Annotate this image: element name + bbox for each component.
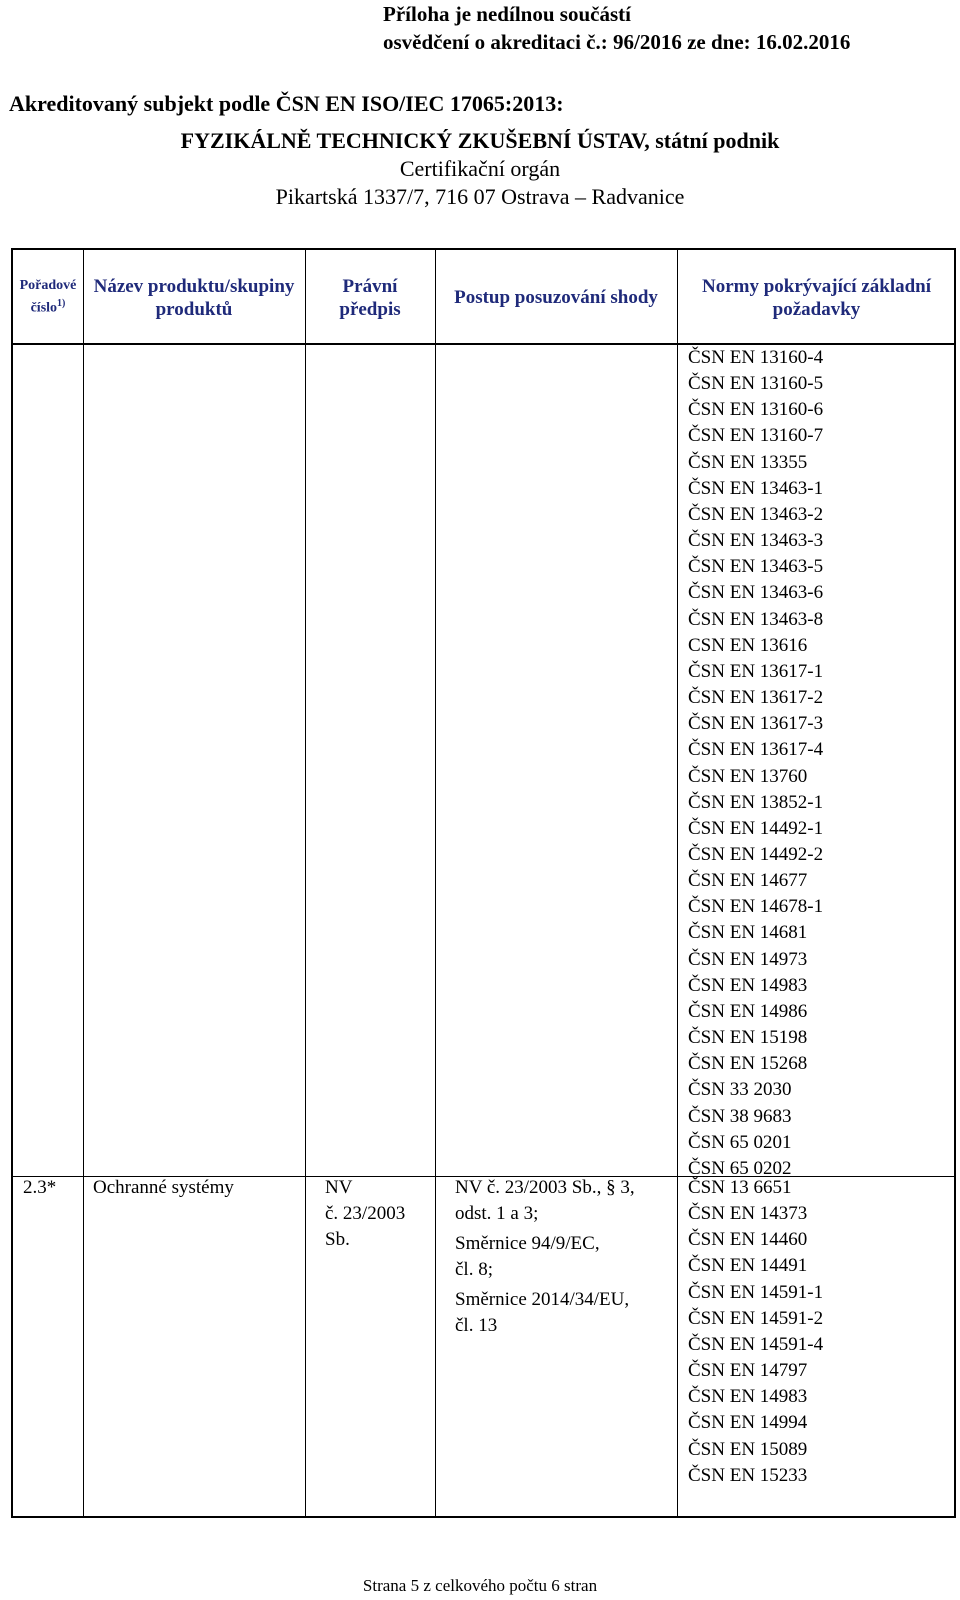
organization-address: Pikartská 1337/7, 716 07 Ostrava – Radvanice bbox=[275, 184, 685, 209]
column-divider bbox=[677, 250, 678, 1516]
norm-item: ČSN EN 15198 bbox=[688, 1027, 808, 1049]
norm-item: ČSN EN 14983 bbox=[688, 1386, 808, 1408]
page-footer: Strana 5 z celkového počtu 6 stran bbox=[362, 1576, 598, 1595]
norm-item: ČSN 13 6651 bbox=[688, 1177, 792, 1198]
norm-item: ČSN EN 14986 bbox=[688, 1000, 808, 1022]
column-header-product: Název produktu/skupiny produktů bbox=[93, 275, 295, 320]
norm-item: ČSN EN 15089 bbox=[688, 1438, 808, 1460]
norm-item: ČSN EN 14678-1 bbox=[688, 896, 824, 918]
norm-item: ČSN EN 14677 bbox=[688, 870, 808, 892]
norm-item: ČSN EN 14460 bbox=[688, 1229, 808, 1251]
continued-norms-list bbox=[688, 345, 823, 1182]
column-divider bbox=[305, 250, 306, 1516]
norm-item: ČSN EN 15233 bbox=[688, 1464, 808, 1486]
column-header-regulation: Právní předpis bbox=[339, 275, 401, 320]
column-header-procedure: Postup posuzování shody bbox=[454, 287, 658, 308]
norm-item: CSN EN 13616 bbox=[688, 634, 808, 656]
row-norms-list bbox=[688, 1175, 823, 1489]
norm-item: ČSN EN 13760 bbox=[688, 765, 808, 787]
accredited-subject-label: Akreditovaný subjekt podle ČSN EN ISO/IEC 17065:2013: bbox=[9, 91, 564, 116]
norm-item: ČSN EN 13463-3 bbox=[688, 530, 824, 552]
norm-item: ČSN EN 13355 bbox=[688, 451, 808, 473]
norm-item: ČSN EN 13852-1 bbox=[688, 791, 824, 813]
assessment-procedure: NV č. 23/2003 Sb., § 3, odst. 1 a 3; Směrnice 94/9/EC, čl. 8; Směrnice 2014/34/EU, čl. 13 bbox=[455, 1177, 635, 1336]
norm-item: ČSN EN 13463-6 bbox=[688, 582, 824, 604]
norm-item: ČSN EN 13617-1 bbox=[688, 660, 824, 682]
norm-item: ČSN EN 13160-7 bbox=[688, 425, 824, 447]
norm-item: ČSN EN 14797 bbox=[688, 1360, 808, 1382]
norm-item: ČSN 65 0202 bbox=[688, 1157, 792, 1179]
norm-item: ČSN EN 13160-6 bbox=[688, 399, 824, 421]
norm-item: ČSN 38 9683 bbox=[688, 1105, 792, 1127]
norm-item: ČSN EN 14492-2 bbox=[688, 843, 824, 865]
norm-item: ČSN EN 14983 bbox=[688, 974, 808, 996]
norm-item: ČSN EN 14491 bbox=[688, 1255, 808, 1277]
norm-item: ČSN EN 13463-1 bbox=[688, 477, 824, 499]
norm-item: ČSN EN 13617-3 bbox=[688, 713, 824, 735]
norm-item: ČSN EN 14591-1 bbox=[688, 1281, 824, 1303]
norm-item: ČSN EN 14591-2 bbox=[688, 1307, 824, 1329]
norm-item: ČSN EN 14492-1 bbox=[688, 817, 824, 839]
norm-item: ČSN EN 13160-5 bbox=[688, 373, 824, 395]
norm-item: ČSN 33 2030 bbox=[688, 1079, 792, 1101]
organization-name: FYZIKÁLNĚ TECHNICKÝ ZKUŠEBNÍ ÚSTAV, státní podnik bbox=[180, 128, 780, 153]
column-divider bbox=[83, 250, 84, 1516]
column-header-norms: Normy pokrývající základní požadavky bbox=[701, 275, 932, 320]
norm-item: ČSN EN 14591-4 bbox=[688, 1333, 824, 1355]
norm-item: ČSN EN 13463-5 bbox=[688, 556, 824, 578]
annex-title-line2: osvědčení o akreditaci č.: 96/2016 ze dne: 16.02.2016 bbox=[383, 30, 851, 54]
column-header-order: Pořadové číslo$^{1)}$ bbox=[19, 278, 77, 316]
column-divider bbox=[435, 250, 436, 1516]
norm-item: ČSN EN 13463-8 bbox=[688, 608, 824, 630]
norm-item: ČSN EN 13160-4 bbox=[688, 347, 824, 368]
norm-item: ČSN 65 0201 bbox=[688, 1131, 792, 1153]
row-number: 2.3* bbox=[23, 1177, 57, 1198]
norm-item: ČSN EN 13463-2 bbox=[688, 503, 824, 525]
regulation: NV č. 23/2003 Sb. bbox=[325, 1177, 406, 1250]
certification-body: Certifikační orgán bbox=[399, 156, 561, 181]
norm-item: ČSN EN 14994 bbox=[688, 1412, 808, 1434]
accreditation-table bbox=[11, 248, 956, 1518]
norm-item: ČSN EN 14681 bbox=[688, 922, 808, 944]
norm-item: ČSN EN 13617-4 bbox=[688, 739, 824, 761]
product-name: Ochranné systémy bbox=[93, 1177, 234, 1198]
norm-item: ČSN EN 14973 bbox=[688, 948, 808, 970]
norm-item: ČSN EN 15268 bbox=[688, 1053, 808, 1075]
annex-title-line1: Příloha je nedílnou součástí bbox=[383, 2, 631, 26]
norm-item: ČSN EN 13617-2 bbox=[688, 687, 824, 709]
norm-item: ČSN EN 14373 bbox=[688, 1203, 808, 1225]
